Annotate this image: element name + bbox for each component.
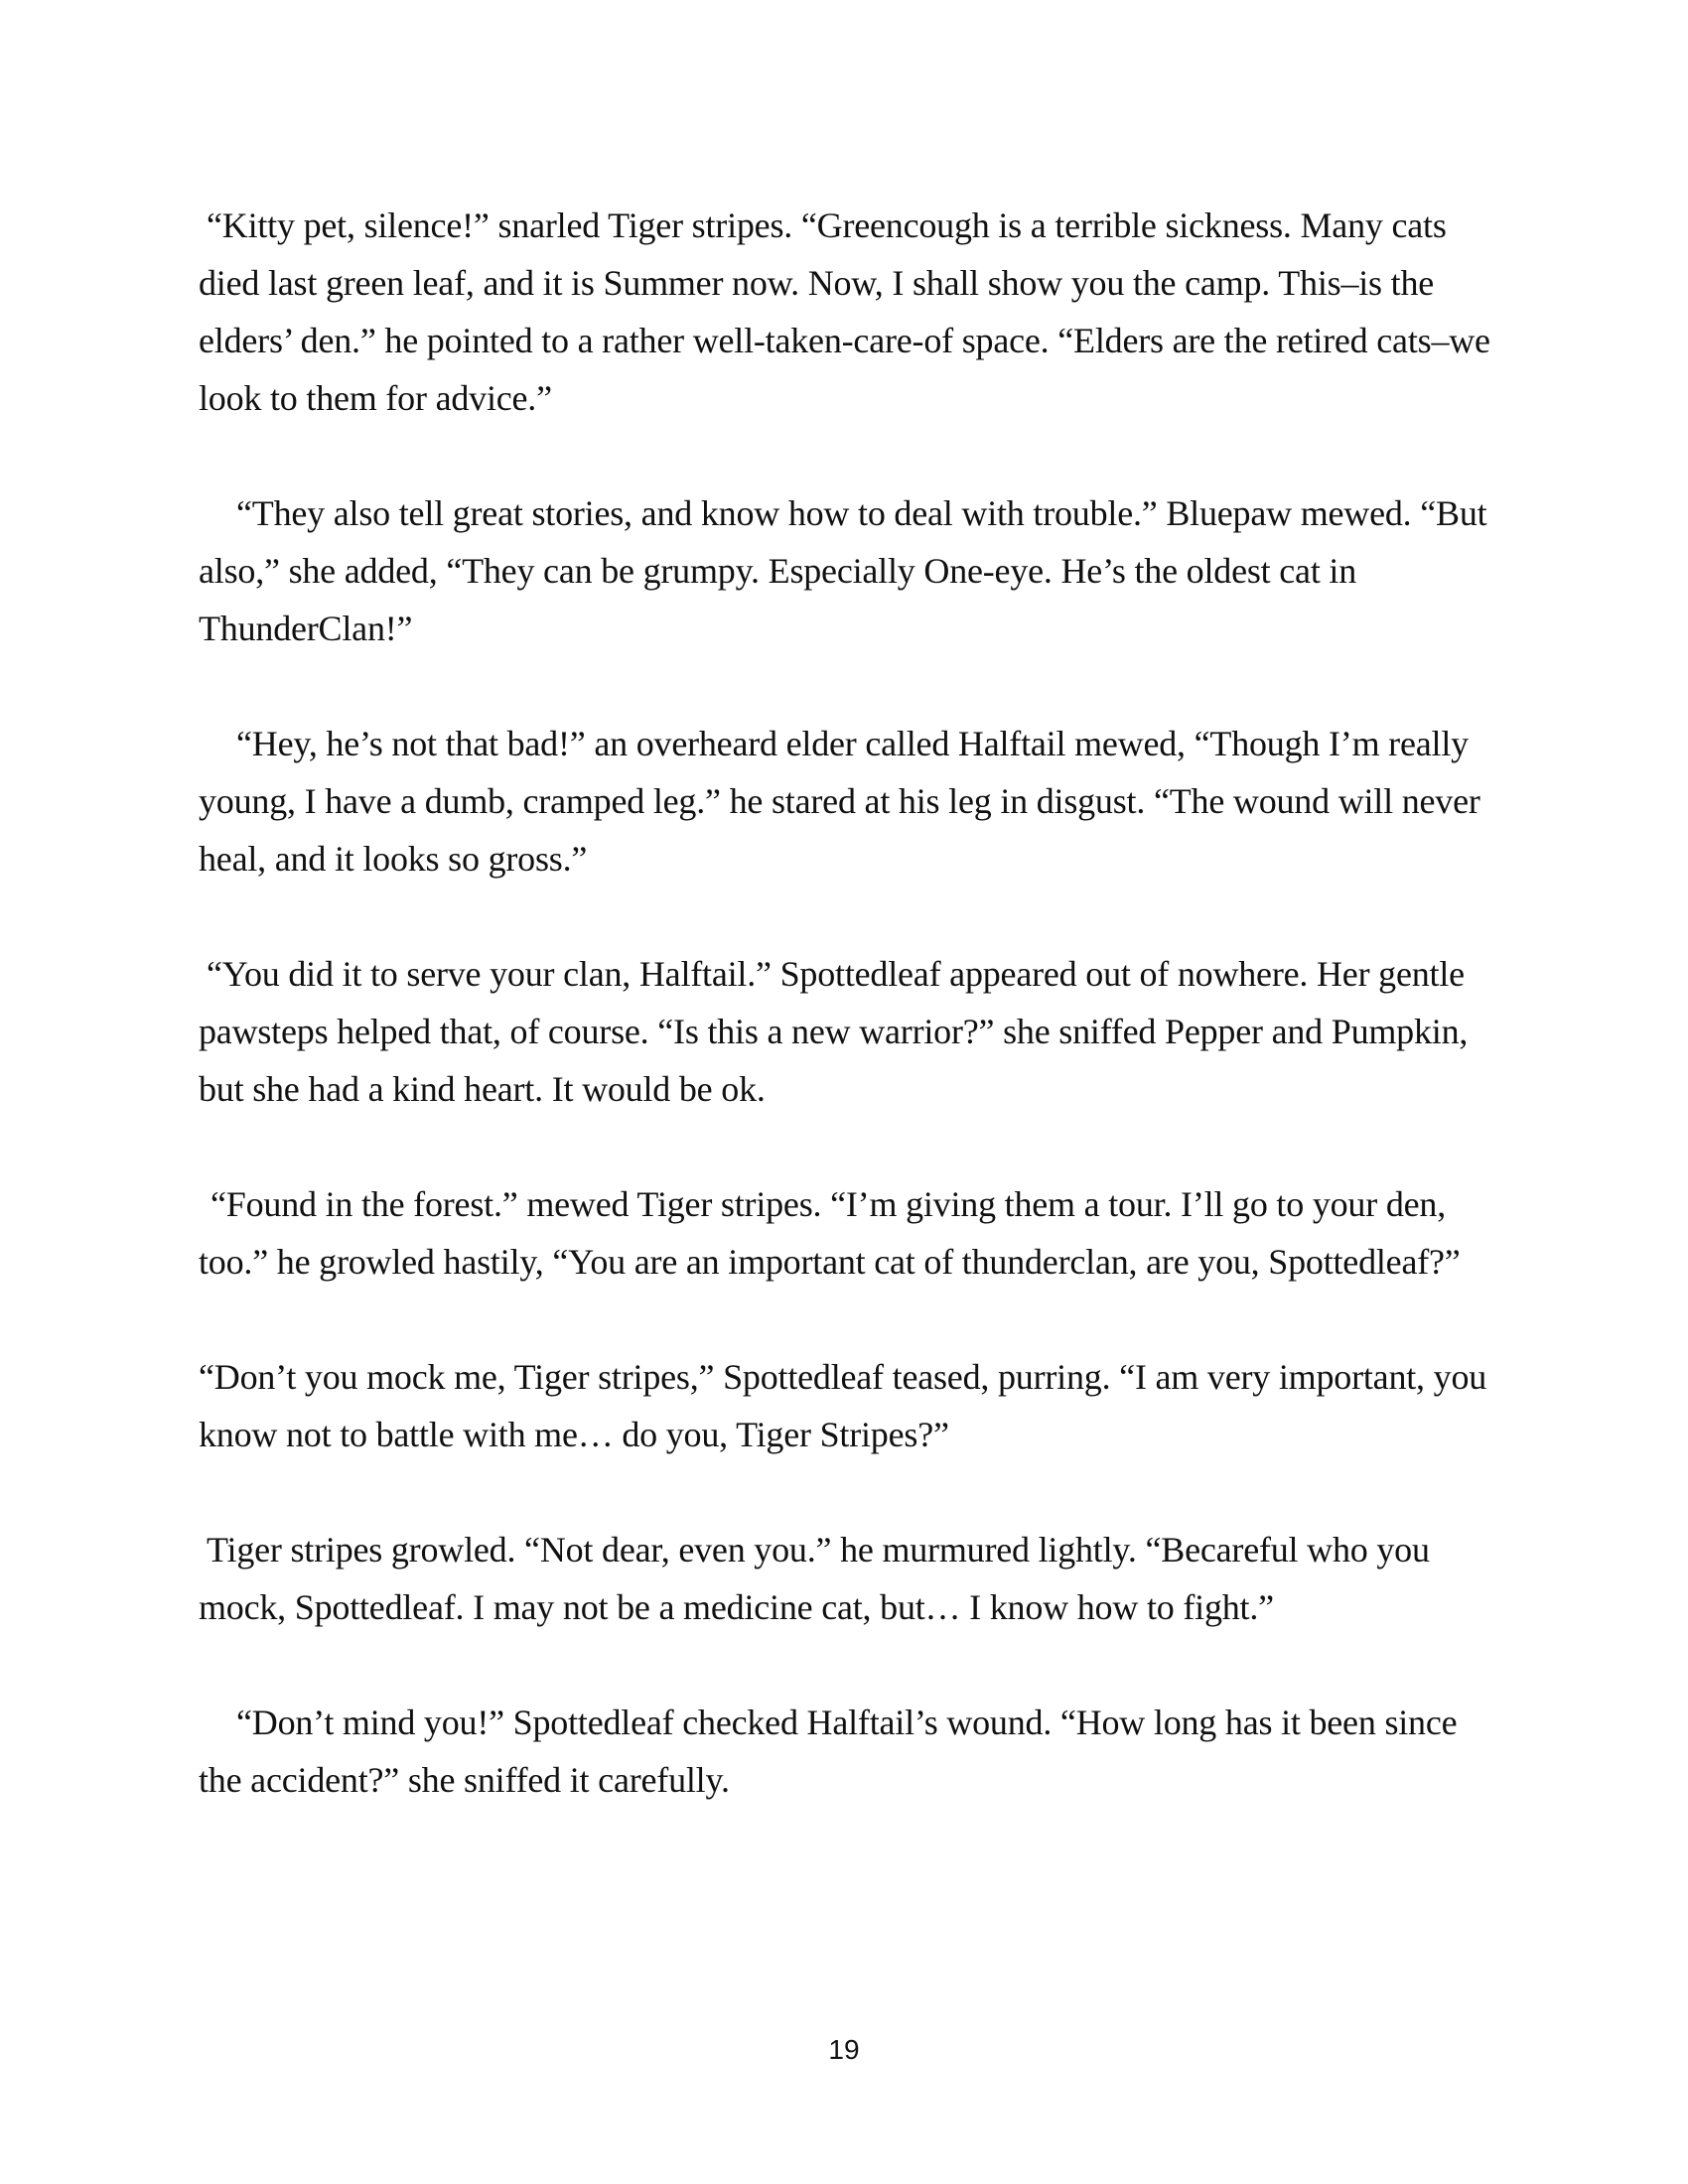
paragraph-2: “They also tell great stories, and know how to deal with trouble.” Bluepaw mewed. “But also,” she added, “They can be grumpy. Especially One-eye. He’s the oldest cat in ThunderClan!” bbox=[199, 493, 1487, 648]
paragraph-5: “Found in the forest.” mewed Tiger stripes. “I’m giving them a tour. I’ll go to your den, too.” he growled hastily, “You are an important cat of thunderclan, are you, Spottedleaf?” bbox=[199, 1184, 1461, 1282]
story-body bbox=[199, 197, 1499, 1866]
paragraph-6: “Don’t you mock me, Tiger stripes,” Spottedleaf teased, purring. “I am very important, you know not to battle with me… do you, Tiger Stripes?” bbox=[199, 1357, 1487, 1454]
paragraph-3: “Hey, he’s not that bad!” an overheard elder called Halftail mewed, “Though I’m really young, I have a dumb, cramped leg.” he stared at his leg in disgust. “The wound will never heal, and it looks so gross.” bbox=[199, 724, 1480, 879]
paragraph-4: “You did it to serve your clan, Halftail.” Spottedleaf appeared out of nowhere. Her gentle pawsteps helped that, of course. “Is this a new warrior?” she sniffed Pepper and Pumpkin, but she had a kind heart. It would be ok. bbox=[199, 954, 1469, 1109]
paragraph-1: “Kitty pet, silence!” snarled Tiger stripes. “Greencough is a terrible sickness. Many cats died last green leaf, and it is Summer now. Now, I shall show you the camp. This–is the elders’ den.” he pointed to a rather well-taken-care-of space. “Elders are the retired cats–we look to them for advice.” bbox=[199, 205, 1490, 418]
paragraph-8: “Don’t mind you!” Spottedleaf checked Halftail’s wound. “How long has it been since the accident?” she sniffed it carefully. bbox=[199, 1703, 1458, 1800]
paragraph-7: Tiger stripes growled. “Not dear, even you.” he murmured lightly. “Becareful who you mock, Spottedleaf. I may not be a medicine cat, but… I know how to fight.” bbox=[199, 1530, 1430, 1627]
page-number: 19 bbox=[828, 2034, 860, 2065]
